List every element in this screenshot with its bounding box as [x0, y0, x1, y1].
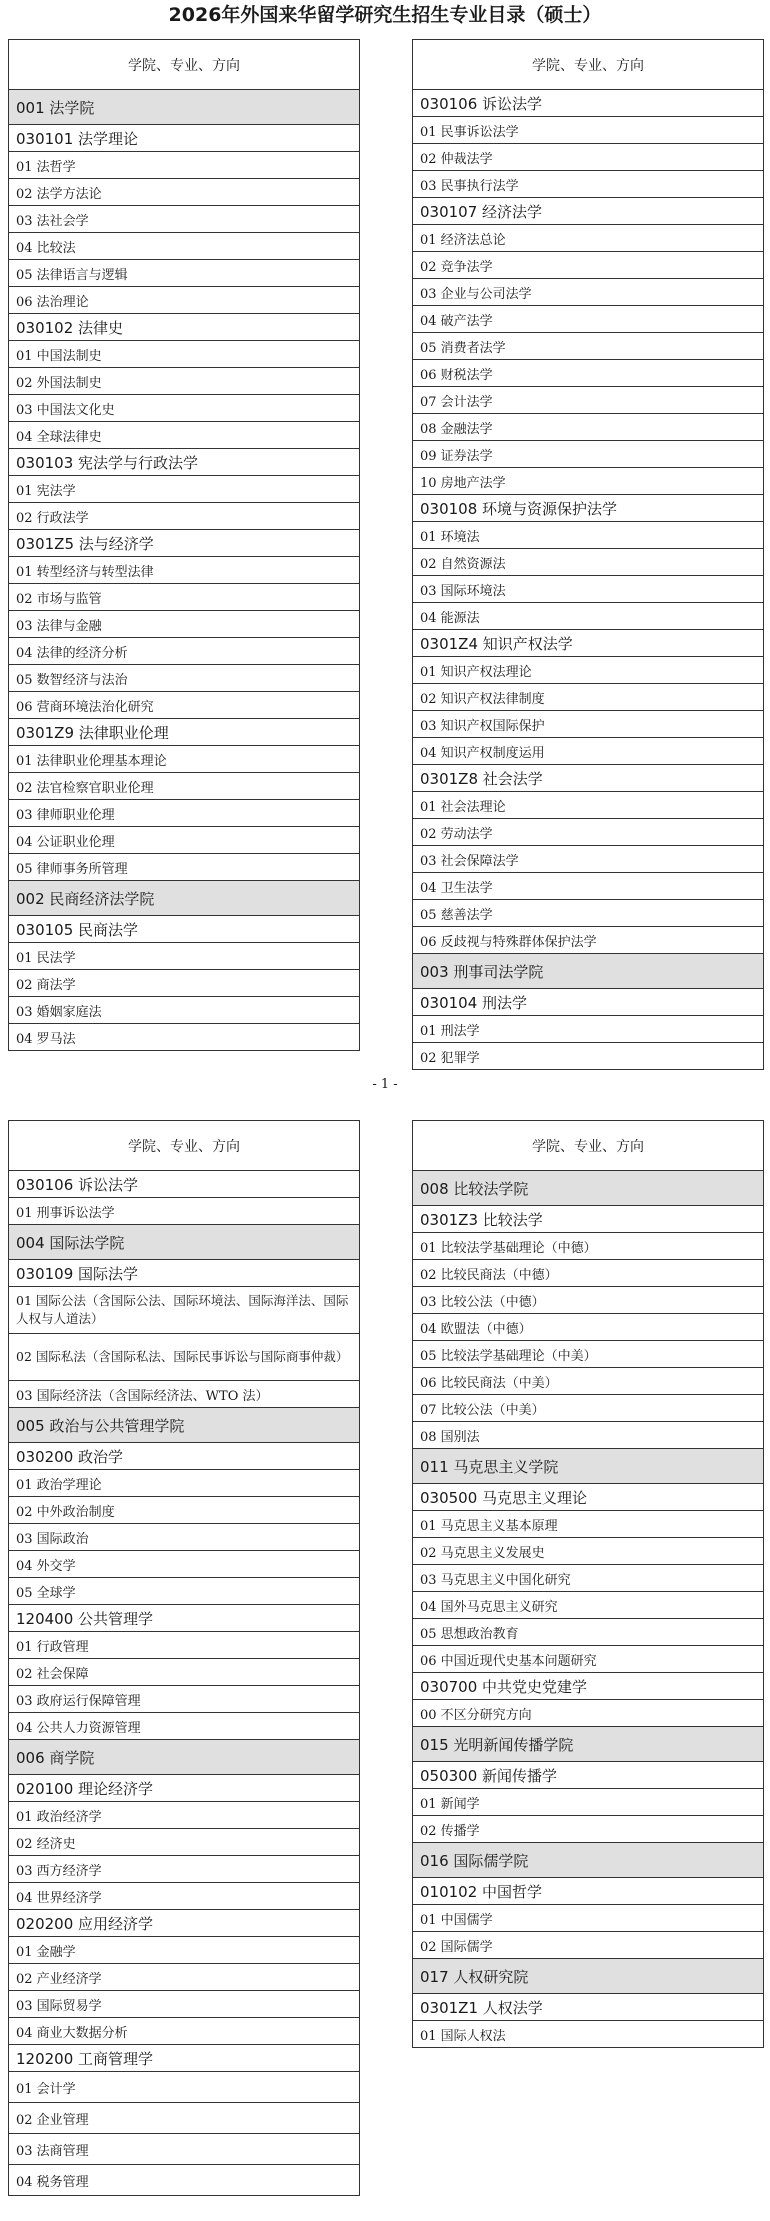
table-row: [9, 1497, 360, 1524]
table-row: [413, 1673, 764, 1700]
table-row: [413, 1932, 764, 1959]
major-cell: 020200 应用经济学: [9, 1910, 360, 1937]
table-row: [9, 1470, 360, 1497]
table-row: [9, 2134, 360, 2165]
table-row: [413, 1592, 764, 1619]
table-row: [9, 1883, 360, 1910]
direction-cell: 01 转型经济与转型法律: [9, 557, 360, 584]
table-row: [9, 1632, 360, 1659]
table-row: [9, 1171, 360, 1198]
direction-cell: 02 中外政治制度: [9, 1497, 360, 1524]
direction-cell: 03 知识产权国际保护: [413, 711, 764, 738]
direction-cell: 05 思想政治教育: [413, 1619, 764, 1646]
table-row: [9, 1024, 360, 1051]
direction-cell: 03 民事执行法学: [413, 171, 764, 198]
direction-cell: 05 消费者法学: [413, 333, 764, 360]
table-row: [9, 1334, 360, 1381]
table-row: [9, 1578, 360, 1605]
table-row: [413, 873, 764, 900]
table-row: [413, 1233, 764, 1260]
table-row: [9, 1659, 360, 1686]
direction-cell: 03 法商管理: [9, 2134, 360, 2165]
table-row: [9, 341, 360, 368]
table-row: [413, 1565, 764, 1592]
table-row: [413, 576, 764, 603]
school-cell: 008 比较法学院: [413, 1171, 764, 1206]
table-row: [9, 1856, 360, 1883]
school-cell: 017 人权研究院: [413, 1959, 764, 1994]
direction-cell: 10 房地产法学: [413, 468, 764, 495]
direction-cell: 02 产业经济学: [9, 1964, 360, 1991]
table-row: [413, 1538, 764, 1565]
direction-cell: 04 税务管理: [9, 2165, 360, 2196]
direction-cell: 02 企业管理: [9, 2103, 360, 2134]
direction-cell: 04 卫生法学: [413, 873, 764, 900]
table-header: 学院、专业、方向: [9, 40, 360, 90]
table-row: [9, 611, 360, 638]
direction-cell: 01 比较法学基础理论（中德）: [413, 1233, 764, 1260]
major-cell: 0301Z3 比较法学: [413, 1206, 764, 1233]
catalog-table-3: [8, 1120, 360, 2196]
table-row: [9, 260, 360, 287]
direction-cell: 08 金融法学: [413, 414, 764, 441]
direction-cell: 03 政府运行保障管理: [9, 1686, 360, 1713]
table-row: [9, 1686, 360, 1713]
table-row: [413, 603, 764, 630]
table-row: [9, 1225, 360, 1260]
school-cell: 004 国际法学院: [9, 1225, 360, 1260]
direction-cell: 02 外国法制史: [9, 368, 360, 395]
major-cell: 120400 公共管理学: [9, 1605, 360, 1632]
table-row: [413, 738, 764, 765]
direction-cell: 03 西方经济学: [9, 1856, 360, 1883]
direction-cell: 02 商法学: [9, 970, 360, 997]
table-row: [9, 1443, 360, 1470]
direction-cell: 05 法律语言与逻辑: [9, 260, 360, 287]
direction-cell: 01 知识产权法理论: [413, 657, 764, 684]
major-cell: 030700 中共党史党建学: [413, 1673, 764, 1700]
direction-cell: 01 会计学: [9, 2072, 360, 2103]
direction-cell: 01 中国法制史: [9, 341, 360, 368]
table-row: [9, 125, 360, 152]
table-row: [413, 792, 764, 819]
table-row: [9, 943, 360, 970]
table-row: [413, 360, 764, 387]
direction-cell: 02 劳动法学: [413, 819, 764, 846]
direction-cell: 01 政治经济学: [9, 1802, 360, 1829]
table-row: [413, 414, 764, 441]
table-row: [9, 1260, 360, 1287]
direction-cell: 01 环境法: [413, 522, 764, 549]
table-row: [413, 1700, 764, 1727]
direction-cell: 01 宪法学: [9, 476, 360, 503]
table-row: [9, 1964, 360, 1991]
table-row: [9, 854, 360, 881]
direction-cell: 05 数智经济与法治: [9, 665, 360, 692]
direction-cell: 02 国际私法（含国际私法、国际民事诉讼与国际商事仲裁）: [9, 1334, 360, 1381]
table-row: [413, 1994, 764, 2021]
table-row: [9, 1740, 360, 1775]
direction-cell: 01 国际人权法: [413, 2021, 764, 2048]
table-row: [9, 233, 360, 260]
table-row: [413, 765, 764, 792]
catalog-table-4: [412, 1120, 764, 2048]
direction-cell: 01 社会法理论: [413, 792, 764, 819]
major-cell: 030105 民商法学: [9, 916, 360, 943]
direction-cell: 04 法律的经济分析: [9, 638, 360, 665]
direction-cell: 01 行政管理: [9, 1632, 360, 1659]
school-cell: 011 马克思主义学院: [413, 1449, 764, 1484]
direction-cell: 04 世界经济学: [9, 1883, 360, 1910]
table-row: [9, 1775, 360, 1802]
table-row: [413, 279, 764, 306]
direction-cell: 04 商业大数据分析: [9, 2018, 360, 2045]
table-row: [413, 198, 764, 225]
direction-cell: 04 国外马克思主义研究: [413, 1592, 764, 1619]
table-row: [413, 900, 764, 927]
table-row: [9, 530, 360, 557]
direction-cell: 01 民事诉讼法学: [413, 117, 764, 144]
table-row: [413, 1959, 764, 1994]
direction-cell: 02 法官检察官职业伦理: [9, 773, 360, 800]
major-cell: 030101 法学理论: [9, 125, 360, 152]
major-cell: 0301Z5 法与经济学: [9, 530, 360, 557]
direction-cell: 04 知识产权制度运用: [413, 738, 764, 765]
table-row: [413, 1206, 764, 1233]
table-row: [9, 557, 360, 584]
direction-cell: 04 能源法: [413, 603, 764, 630]
direction-cell: 06 财税法学: [413, 360, 764, 387]
direction-cell: 03 中国法文化史: [9, 395, 360, 422]
direction-cell: 03 企业与公司法学: [413, 279, 764, 306]
table-row: [9, 638, 360, 665]
table-row: [9, 179, 360, 206]
catalog-table-2: [412, 39, 764, 1070]
direction-cell: 01 民法学: [9, 943, 360, 970]
direction-cell: 03 国际政治: [9, 1524, 360, 1551]
direction-cell: 06 营商环境法治化研究: [9, 692, 360, 719]
major-cell: 030500 马克思主义理论: [413, 1484, 764, 1511]
major-cell: 120200 工商管理学: [9, 2045, 360, 2072]
table-row: [413, 1449, 764, 1484]
table-row: [9, 2165, 360, 2196]
direction-cell: 06 反歧视与特殊群体保护法学: [413, 927, 764, 954]
table-row: [9, 2072, 360, 2103]
table-row: [9, 206, 360, 233]
table-row: [413, 252, 764, 279]
direction-cell: 09 证券法学: [413, 441, 764, 468]
table-row: [9, 881, 360, 916]
direction-cell: 03 社会保障法学: [413, 846, 764, 873]
table-row: [9, 1713, 360, 1740]
table-row: [9, 1937, 360, 1964]
direction-cell: 04 罗马法: [9, 1024, 360, 1051]
direction-cell: 02 行政法学: [9, 503, 360, 530]
table-row: [9, 970, 360, 997]
table-row: [9, 1802, 360, 1829]
table-row: [9, 800, 360, 827]
table-row: [9, 2103, 360, 2134]
direction-cell: 02 知识产权法律制度: [413, 684, 764, 711]
table-row: [9, 449, 360, 476]
direction-cell: 03 马克思主义中国化研究: [413, 1565, 764, 1592]
direction-cell: 02 竞争法学: [413, 252, 764, 279]
direction-cell: 01 国际公法（含国际公法、国际环境法、国际海洋法、国际人权与人道法）: [9, 1287, 360, 1334]
major-cell: 030106 诉讼法学: [413, 90, 764, 117]
school-cell: 006 商学院: [9, 1740, 360, 1775]
table-row: [413, 1016, 764, 1043]
table-row: [413, 657, 764, 684]
direction-cell: 03 法社会学: [9, 206, 360, 233]
major-cell: 030106 诉讼法学: [9, 1171, 360, 1198]
table-row: [413, 1878, 764, 1905]
direction-cell: 01 刑法学: [413, 1016, 764, 1043]
table-row: [413, 1789, 764, 1816]
table-row: [9, 90, 360, 125]
table-row: [413, 90, 764, 117]
table-row: [9, 1605, 360, 1632]
table-row: [413, 989, 764, 1016]
direction-cell: 02 犯罪学: [413, 1043, 764, 1070]
table-row: [9, 916, 360, 943]
table-header: 学院、专业、方向: [9, 1121, 360, 1171]
table-row: [413, 1843, 764, 1878]
table-row: [9, 997, 360, 1024]
major-cell: 030107 经济法学: [413, 198, 764, 225]
table-row: [413, 1762, 764, 1789]
direction-cell: 04 公共人力资源管理: [9, 1713, 360, 1740]
major-cell: 050300 新闻传播学: [413, 1762, 764, 1789]
table-row: [413, 495, 764, 522]
table-row: [9, 1524, 360, 1551]
direction-cell: 03 国际经济法（含国际经济法、WTO 法）: [9, 1381, 360, 1408]
school-cell: 016 国际儒学院: [413, 1843, 764, 1878]
direction-cell: 05 比较法学基础理论（中美）: [413, 1341, 764, 1368]
table-row: [9, 1381, 360, 1408]
table-row: [413, 117, 764, 144]
school-cell: 015 光明新闻传播学院: [413, 1727, 764, 1762]
major-cell: 0301Z1 人权法学: [413, 1994, 764, 2021]
major-cell: 0301Z8 社会法学: [413, 765, 764, 792]
table-header: 学院、专业、方向: [413, 40, 764, 90]
direction-cell: 02 比较民商法（中德）: [413, 1260, 764, 1287]
direction-cell: 04 公证职业伦理: [9, 827, 360, 854]
table-row: [9, 1408, 360, 1443]
direction-cell: 01 法哲学: [9, 152, 360, 179]
direction-cell: 03 律师职业伦理: [9, 800, 360, 827]
major-cell: 030108 环境与资源保护法学: [413, 495, 764, 522]
direction-cell: 05 慈善法学: [413, 900, 764, 927]
major-cell: 020100 理论经济学: [9, 1775, 360, 1802]
major-cell: 010102 中国哲学: [413, 1878, 764, 1905]
table-row: [413, 1171, 764, 1206]
direction-cell: 01 政治学理论: [9, 1470, 360, 1497]
direction-cell: 06 比较民商法（中美）: [413, 1368, 764, 1395]
table-row: [9, 2018, 360, 2045]
school-cell: 002 民商经济法学院: [9, 881, 360, 916]
direction-cell: 01 刑事诉讼法学: [9, 1198, 360, 1225]
direction-cell: 02 法学方法论: [9, 179, 360, 206]
table-row: [9, 773, 360, 800]
page-title: 2026年外国来华留学研究生招生专业目录（硕士）: [168, 4, 602, 26]
direction-cell: 05 全球学: [9, 1578, 360, 1605]
direction-cell: 01 法律职业伦理基本理论: [9, 746, 360, 773]
table-row: [9, 368, 360, 395]
table-row: [413, 441, 764, 468]
table-row: [413, 1368, 764, 1395]
catalog-table-1: [8, 39, 360, 1051]
table-row: [413, 1395, 764, 1422]
direction-cell: 02 马克思主义发展史: [413, 1538, 764, 1565]
direction-cell: 01 中国儒学: [413, 1905, 764, 1932]
table-row: [413, 1905, 764, 1932]
direction-cell: 04 全球法律史: [9, 422, 360, 449]
direction-cell: 03 法律与金融: [9, 611, 360, 638]
direction-cell: 02 市场与监管: [9, 584, 360, 611]
direction-cell: 02 传播学: [413, 1816, 764, 1843]
table-row: [413, 1484, 764, 1511]
table-row: [413, 846, 764, 873]
table-row: [413, 306, 764, 333]
direction-cell: 02 经济史: [9, 1829, 360, 1856]
table-row: [413, 1727, 764, 1762]
table-row: [413, 684, 764, 711]
table-row: [413, 927, 764, 954]
major-cell: 0301Z9 法律职业伦理: [9, 719, 360, 746]
major-cell: 030103 宪法学与行政法学: [9, 449, 360, 476]
table-row: [9, 665, 360, 692]
table-row: [413, 1287, 764, 1314]
table-row: [413, 630, 764, 657]
school-cell: 001 法学院: [9, 90, 360, 125]
direction-cell: 08 国别法: [413, 1422, 764, 1449]
table-row: [413, 144, 764, 171]
table-row: [413, 468, 764, 495]
table-row: [9, 1910, 360, 1937]
table-row: [413, 2021, 764, 2048]
table-row: [413, 1816, 764, 1843]
school-cell: 003 刑事司法学院: [413, 954, 764, 989]
table-row: [9, 1551, 360, 1578]
direction-cell: 07 比较公法（中美）: [413, 1395, 764, 1422]
table-row: [9, 395, 360, 422]
table-row: [413, 522, 764, 549]
direction-cell: 02 社会保障: [9, 1659, 360, 1686]
direction-cell: 07 会计法学: [413, 387, 764, 414]
direction-cell: 04 外交学: [9, 1551, 360, 1578]
direction-cell: 04 破产法学: [413, 306, 764, 333]
direction-cell: 02 国际儒学: [413, 1932, 764, 1959]
major-cell: 030102 法律史: [9, 314, 360, 341]
major-cell: 030104 刑法学: [413, 989, 764, 1016]
table-row: [9, 422, 360, 449]
table-row: [413, 819, 764, 846]
table-row: [413, 711, 764, 738]
table-row: [413, 954, 764, 989]
direction-cell: 03 国际贸易学: [9, 1991, 360, 2018]
table-row: [9, 1287, 360, 1334]
direction-cell: 04 比较法: [9, 233, 360, 260]
major-cell: 030200 政治学: [9, 1443, 360, 1470]
table-row: [9, 827, 360, 854]
table-row: [9, 287, 360, 314]
direction-cell: 04 欧盟法（中德）: [413, 1314, 764, 1341]
table-row: [413, 1314, 764, 1341]
direction-cell: 01 金融学: [9, 1937, 360, 1964]
direction-cell: 02 自然资源法: [413, 549, 764, 576]
table-row: [413, 1341, 764, 1368]
direction-cell: 05 律师事务所管理: [9, 854, 360, 881]
table-row: [9, 503, 360, 530]
table-header: 学院、专业、方向: [413, 1121, 764, 1171]
table-row: [413, 1646, 764, 1673]
table-row: [9, 692, 360, 719]
direction-cell: 03 国际环境法: [413, 576, 764, 603]
table-row: [413, 171, 764, 198]
school-cell: 005 政治与公共管理学院: [9, 1408, 360, 1443]
table-row: [9, 746, 360, 773]
direction-cell: 06 中国近现代史基本问题研究: [413, 1646, 764, 1673]
table-row: [413, 333, 764, 360]
direction-cell: 03 婚姻家庭法: [9, 997, 360, 1024]
direction-cell: 01 新闻学: [413, 1789, 764, 1816]
table-row: [9, 476, 360, 503]
direction-cell: 00 不区分研究方向: [413, 1700, 764, 1727]
direction-cell: 01 马克思主义基本原理: [413, 1511, 764, 1538]
table-row: [413, 387, 764, 414]
table-row: [9, 719, 360, 746]
direction-cell: 02 仲裁法学: [413, 144, 764, 171]
table-row: [413, 1511, 764, 1538]
table-row: [9, 1829, 360, 1856]
table-row: [9, 314, 360, 341]
direction-cell: 03 比较公法（中德）: [413, 1287, 764, 1314]
table-row: [413, 1260, 764, 1287]
table-row: [413, 549, 764, 576]
major-cell: 0301Z4 知识产权法学: [413, 630, 764, 657]
table-row: [9, 584, 360, 611]
page-number: - 1 -: [372, 1077, 398, 1092]
major-cell: 030109 国际法学: [9, 1260, 360, 1287]
table-row: [9, 152, 360, 179]
table-row: [9, 1991, 360, 2018]
table-row: [413, 1043, 764, 1070]
table-row: [9, 1198, 360, 1225]
table-row: [413, 1422, 764, 1449]
direction-cell: 01 经济法总论: [413, 225, 764, 252]
table-row: [413, 1619, 764, 1646]
table-row: [413, 225, 764, 252]
direction-cell: 06 法治理论: [9, 287, 360, 314]
table-row: [9, 2045, 360, 2072]
